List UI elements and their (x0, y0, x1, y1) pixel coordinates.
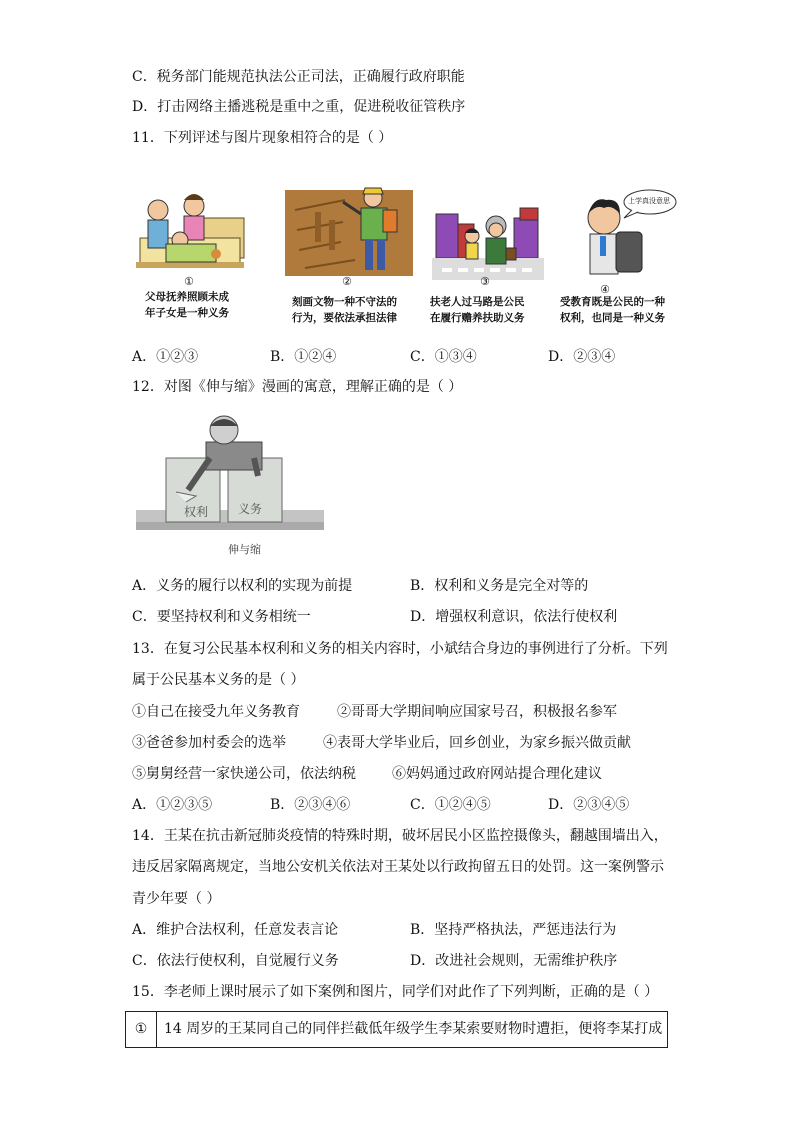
q12-option-c: C．要坚持权利和义务相统一 (132, 609, 311, 625)
q12-box-right-label: 义务 (238, 502, 263, 516)
q11-option-b: B．①②④ (270, 349, 337, 365)
q14-option-d: D．改进社会规则，无需维护秩序 (410, 953, 618, 969)
q15-stem: 15．李老师上课时展示了如下案例和图片，同学们对此作了下列判断，正确的是（ ） (132, 984, 659, 1000)
q13-stem-line1: 13．在复习公民基本权利和义务的相关内容时，小斌结合身边的事例进行了分析。下列 (132, 641, 668, 657)
q10-option-c: C．税务部门能规范执法公正司法，正确履行政府职能 (132, 69, 465, 85)
q13-option-b: B．②③④⑥ (270, 797, 351, 813)
q11-option-d: D．②③④ (548, 349, 616, 365)
q13-item-6: ⑥妈妈通过政府网站提合理化建议 (392, 766, 602, 782)
q11-picture-4-number: ④ (600, 283, 610, 296)
q13-option-d: D．②③④⑤ (548, 797, 630, 813)
q11-picture-3-crossing (432, 200, 544, 280)
q15-row-text: 14 周岁的王某同自己的同伴拦截低年级学生李某索要财物时遭拒，便将李某打成 (164, 1021, 663, 1037)
q11-picture-1-parents (136, 188, 248, 276)
q11-picture-4-caption-line1: 受教育既是公民的一种 (560, 296, 665, 308)
q13-item-3: ③爸爸参加村委会的选举 (132, 735, 286, 751)
q11-picture-3-caption-line2: 在履行赡养扶助义务 (430, 312, 525, 324)
q14-stem-line3: 青少年要（ ） (132, 891, 221, 907)
q12-option-a: A．义务的履行以权利的实现为前提 (132, 578, 353, 594)
q15-case-table (125, 1011, 668, 1048)
q12-option-b: B．权利和义务是完全对等的 (410, 578, 589, 594)
q12-comic-caption: 伸与缩 (228, 543, 261, 556)
q13-option-c: C．①②④⑤ (410, 797, 491, 813)
q12-box-left-label: 权利 (184, 505, 209, 519)
q13-item-4: ④表哥大学毕业后，回乡创业，为家乡振兴做贡献 (323, 735, 631, 751)
q13-stem-line2: 属于公民基本义务的是（ ） (132, 672, 305, 688)
q14-stem-line1: 14．王某在抗击新冠肺炎疫情的特殊时期，破坏居民小区监控摄像头，翻越围墙出入， (132, 828, 668, 844)
q14-option-b: B．坚持严格执法，严惩违法行为 (410, 922, 617, 938)
q11-picture-1-number: ① (184, 275, 194, 288)
q11-picture-2-carving (285, 180, 413, 276)
q11-picture-4-caption-line2: 权利，也同是一种义务 (560, 312, 665, 324)
q12-stem: 12．对图《伸与缩》漫画的寓意，理解正确的是（ ） (132, 379, 463, 395)
q13-option-a: A．①②③⑤ (132, 797, 213, 813)
q10-option-d: D．打击网络主播逃税是重中之重，促进税收征管秩序 (132, 99, 466, 115)
q11-picture-1-caption-line2: 年子女是一种义务 (145, 307, 229, 319)
q12-comic-stretch-and-shrink (136, 410, 324, 532)
q13-item-1: ①自己在接受九年义务教育 (132, 704, 300, 720)
q11-picture-2-number: ② (342, 275, 352, 288)
q11-picture-2-caption-line2: 行为，要依法承担法律 (292, 312, 397, 324)
q11-picture-2-caption-line1: 刻画文物一种不守法的 (292, 296, 397, 308)
q14-stem-line2: 违反居家隔离规定，当地公安机关依法对王某处以行政拘留五日的处罚。这一案例警示 (132, 859, 664, 875)
q11-picture-3-caption-line1: 扶老人过马路是公民 (430, 296, 525, 308)
q14-option-c: C．依法行使权利，自觉履行义务 (132, 953, 339, 969)
q13-item-2: ②哥哥大学期间响应国家号召，积极报名参军 (337, 704, 617, 720)
q15-row-number: ① (126, 1012, 157, 1047)
q11-option-a: A．①②③ (132, 349, 199, 365)
q12-option-d: D．增强权利意识，依法行使权利 (410, 609, 618, 625)
q11-bubble-text: 上学真没意思 (628, 197, 670, 205)
q11-stem: 11．下列评述与图片现象相符合的是（ ） (132, 130, 393, 146)
q13-item-5: ⑤舅舅经营一家快递公司，依法纳税 (132, 766, 356, 782)
q11-picture-3-number: ③ (480, 275, 490, 288)
q11-option-c: C．①③④ (410, 349, 477, 365)
q11-picture-1-caption-line1: 父母抚养照顾未成 (145, 291, 229, 303)
q14-option-a: A．维护合法权利，任意发表言论 (132, 922, 339, 938)
